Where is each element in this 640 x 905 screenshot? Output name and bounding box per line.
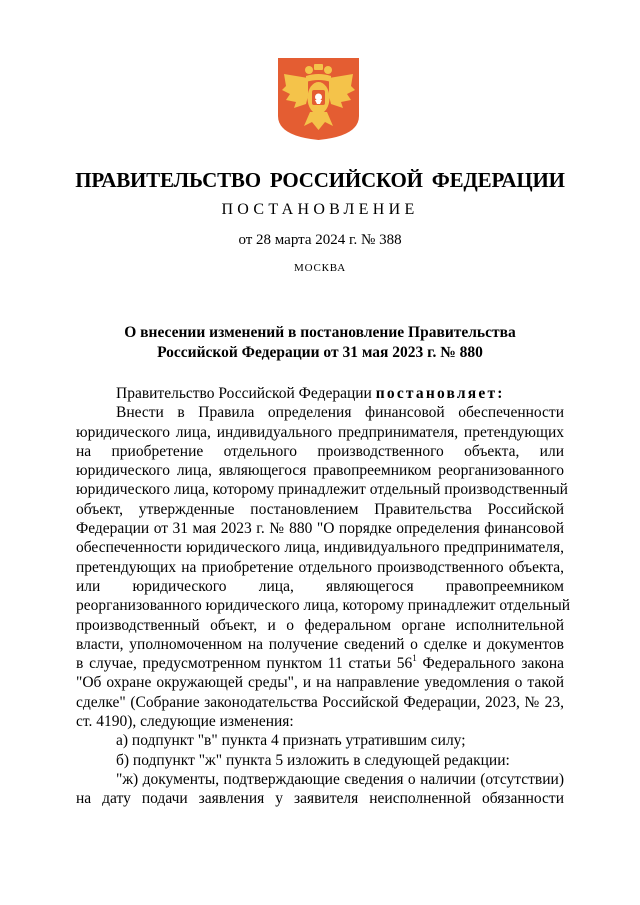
body-line: на дату подачи заявления у заявителя неисполненной обязанности [76, 790, 564, 808]
subject-line: Российской Федерации от 31 мая 2023 г. № 880 [157, 344, 483, 361]
body-line: Федерации от 31 мая 2023 г. № 880 "О порядке определения финансовой [76, 520, 564, 538]
list-item-a: а) подпункт "в" пункта 4 признать утратившим силу; [116, 732, 466, 750]
body-line: Внести в Правила определения финансовой обеспеченности [116, 404, 564, 422]
body-line: юридического лица, индивидуального предпринимателя, претендующих [76, 423, 564, 441]
resolves-text: Правительство Российской Федерации [116, 385, 376, 402]
body-line: ст. 4190), следующие изменения: [76, 713, 294, 731]
body-line: обеспеченности юридического лица, индивидуального предпринимателя, [76, 539, 564, 557]
body-line: претендующих на приобретение отдельного производственного объекта, [76, 558, 564, 576]
resolves-word: постановляет: [375, 385, 505, 402]
body-line: юридического лица, которому принадлежит отдельный производственный [76, 481, 568, 499]
body-line: объект, утвержденные постановлением Правительства Российской [76, 500, 564, 518]
quoted-item-zh: "ж) документы, подтверждающие сведения о наличии (отсутствии) [116, 770, 564, 788]
body-line: юридического лица, являющегося правопреемником реорганизованного [76, 462, 564, 480]
resolves-paragraph [76, 384, 564, 403]
body-line: "Об охране окружающей среды", и на направление уведомления о такой [76, 674, 564, 692]
body-line: или юридического лица, являющегося правопреемником [76, 577, 564, 595]
document-type: ПОСТАНОВЛЕНИЕ [221, 201, 419, 218]
body-line-footnoted [76, 654, 564, 673]
subject-line: О внесении изменений в постановление Правительства [124, 324, 516, 341]
body-line: власти, уполномоченном на получение сведений о сделке и документов [76, 635, 564, 653]
body-line: на приобретение отдельного производственного объекта, или [76, 442, 564, 460]
body-line: сделке" (Собрание законодательства Российской Федерации, 2023, № 23, [76, 693, 564, 711]
document-subject [0, 323, 640, 363]
document-city: МОСКВА [294, 262, 346, 274]
document-date-number: от 28 марта 2024 г. № 388 [238, 232, 402, 248]
document-body [76, 384, 571, 809]
body-line: производственный объект, и о федеральном органе исполнительной [76, 616, 564, 634]
list-item-b: б) подпункт "ж" пункта 5 изложить в следующей редакции: [116, 751, 510, 769]
body-text: Федерального закона [416, 655, 564, 673]
russian-coat-of-arms-icon [276, 56, 361, 141]
body-line: реорганизованного юридического лица, которому принадлежит отдельный [76, 597, 571, 615]
government-title: ПРАВИТЕЛЬСТВО РОССИЙСКОЙ ФЕДЕРАЦИИ [75, 168, 565, 192]
body-text: в случае, предусмотренном пунктом 11 статьи 56 [76, 655, 413, 673]
superscript-mark: 1 [412, 653, 417, 664]
